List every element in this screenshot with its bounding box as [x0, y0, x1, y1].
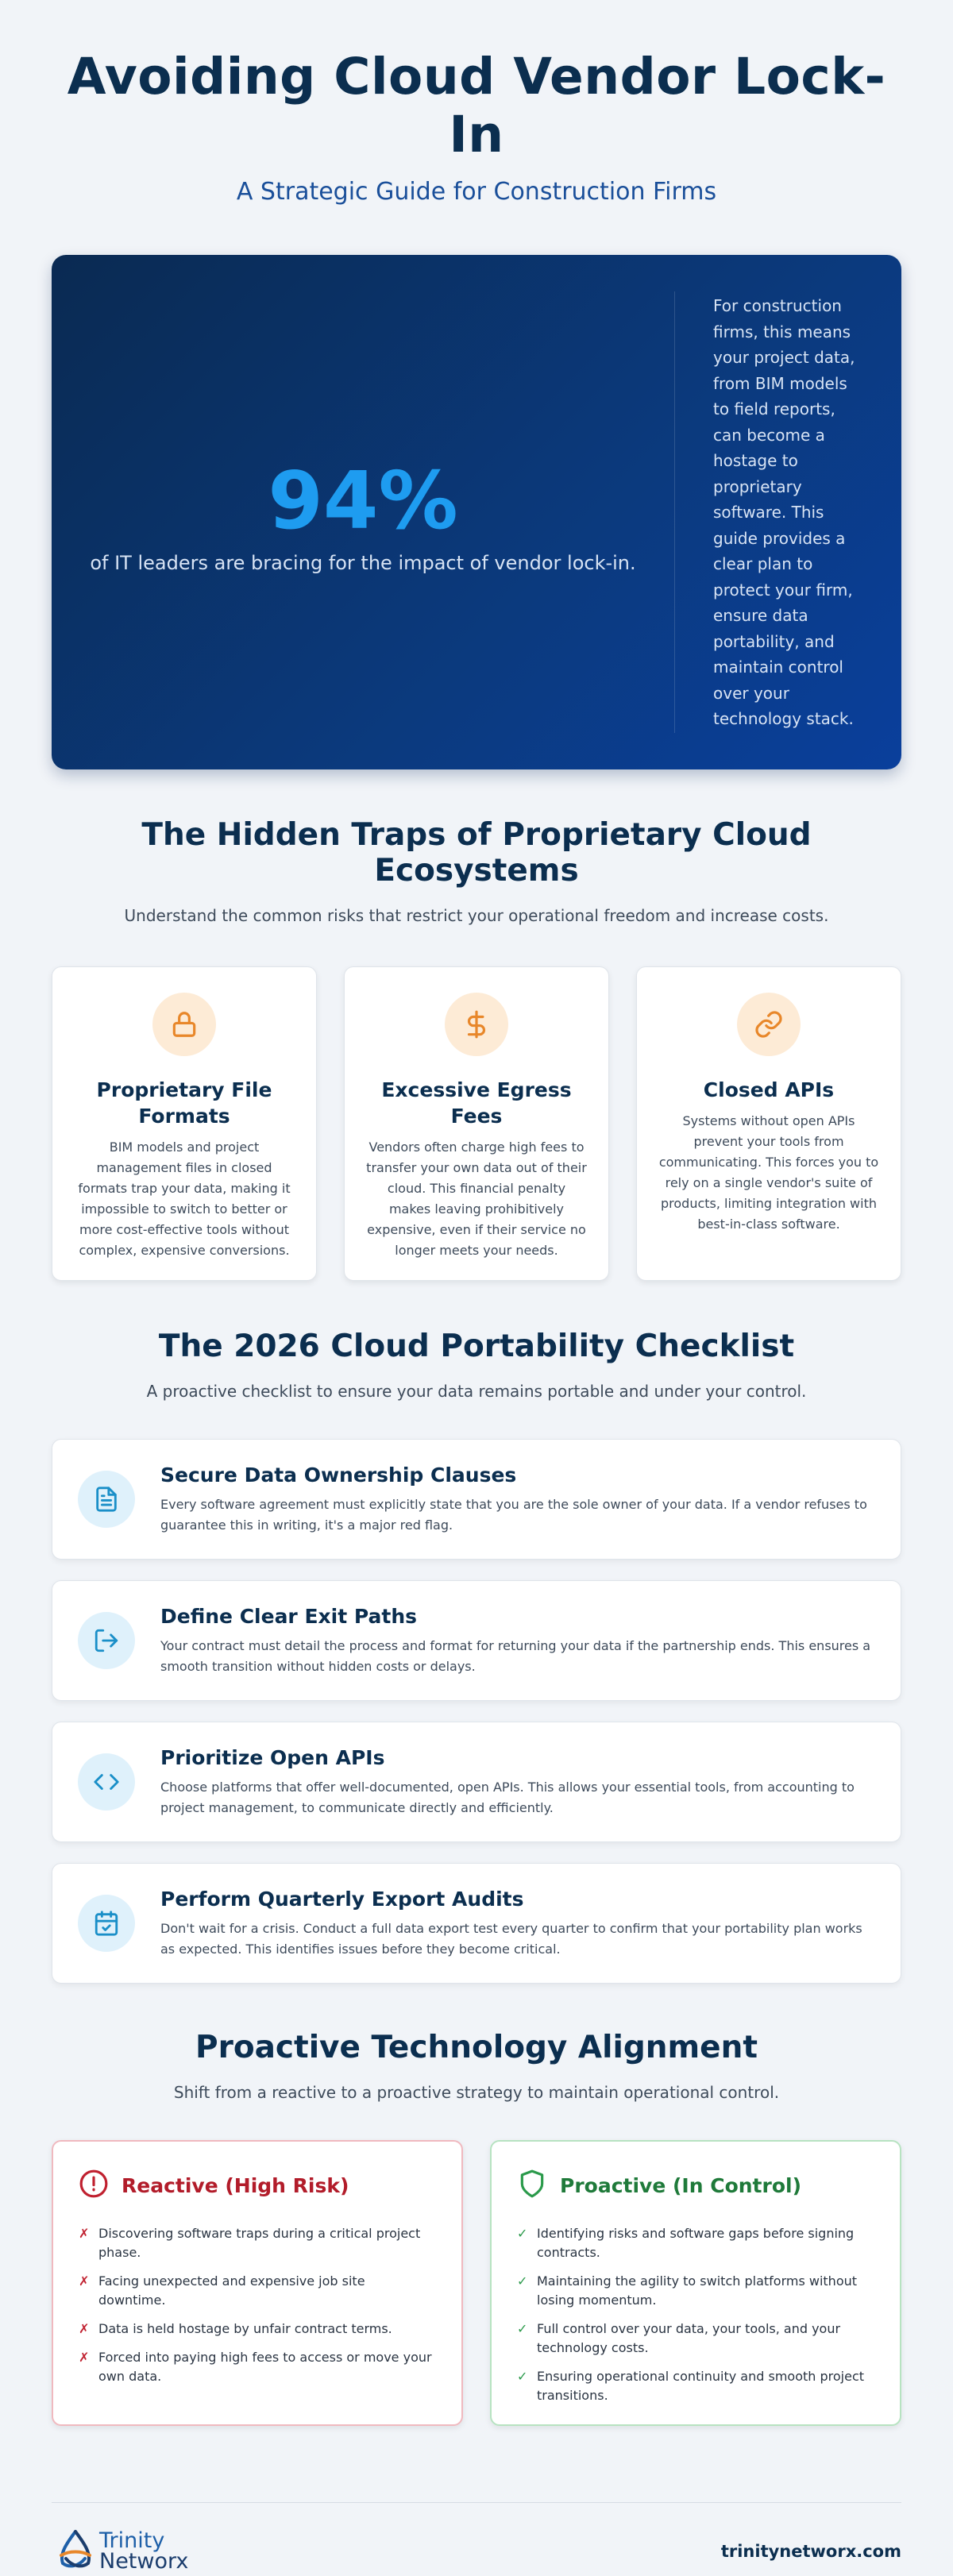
proactive-column	[490, 2140, 901, 2426]
checklist-item-text: Every software agreement must explicitly state that you are the sole owner of your data. If a vendor refuses to guarantee this in writing, it's a major red flag.	[160, 1496, 867, 1533]
list-item	[517, 2320, 874, 2358]
trap-card	[636, 966, 901, 1281]
traps-cards	[52, 966, 901, 1281]
list-item	[79, 2224, 436, 2262]
proactive-column-title: Proactive (In Control)	[560, 2173, 801, 2197]
checklist-item-title: Secure Data Ownership Clauses	[160, 1463, 517, 1487]
hero-description: For construction firms, this means your project data, from BIM models to field reports, can become a hostage to proprietary software. This guide provides a clear plan to protect your firm, ensure data portability, and maintain control over your technology stack.	[713, 296, 855, 728]
checklist-section-subtitle: A proactive checklist to ensure your data remains portable and under your control.	[146, 1382, 807, 1401]
reactive-list	[79, 2224, 436, 2386]
reactive-column	[52, 2140, 463, 2426]
hero-stat-block	[52, 255, 674, 769]
checklist-item	[52, 1580, 901, 1701]
trap-card	[344, 966, 609, 1281]
trinity-knot-icon	[52, 2527, 99, 2576]
trap-card-text: Systems without open APIs prevent your tools from communicating. This forces you to rely on a single vendor's suite of products, limiting integration with best-in-class software.	[658, 1113, 879, 1232]
x-mark-icon: ✗	[79, 2273, 90, 2289]
alert-circle-icon	[79, 2169, 109, 2202]
check-mark-icon: ✓	[517, 2273, 528, 2289]
check-mark-icon: ✓	[517, 2321, 528, 2336]
lock-icon	[152, 993, 216, 1056]
hero-banner	[52, 255, 901, 769]
checklist	[52, 1439, 901, 1984]
document-icon	[78, 1471, 135, 1528]
list-item	[517, 2224, 874, 2262]
list-item	[517, 2367, 874, 2405]
reactive-column-title: Reactive (High Risk)	[122, 2173, 349, 2197]
hero-stat-value: 94%	[268, 454, 458, 547]
trap-card-text: Vendors often charge high fees to transfer your own data out of their cloud. This financial penalty makes leaving prohibitively expensive, even if their service no longer meets your needs.	[366, 1140, 587, 1258]
list-item-text: Forced into paying high fees to access or move your own data.	[98, 2350, 432, 2384]
alignment-section-title: Proactive Technology Alignment	[195, 2030, 758, 2065]
checklist-item-title: Perform Quarterly Export Audits	[160, 1887, 524, 1911]
checklist-item-text: Don't wait for a crisis. Conduct a full data export test every quarter to confirm that your portability plan works as expected. This identifies issues before they become critical.	[160, 1920, 862, 1957]
list-item	[517, 2272, 874, 2310]
list-item-text: Full control over your data, your tools, and your technology costs.	[537, 2321, 841, 2355]
page-subtitle: A Strategic Guide for Construction Firms	[236, 178, 717, 206]
shield-icon	[517, 2169, 547, 2202]
x-mark-icon: ✗	[79, 2321, 90, 2336]
list-item-text: Facing unexpected and expensive job site downtime.	[98, 2273, 365, 2308]
alignment-section-subtitle: Shift from a reactive to a proactive strategy to maintain operational control.	[173, 2083, 780, 2102]
list-item-text: Data is held hostage by unfair contract terms.	[98, 2321, 392, 2336]
checklist-item-title: Define Clear Exit Paths	[160, 1604, 418, 1628]
traps-section-title: The Hidden Traps of Proprietary Cloud Ecosystems	[141, 817, 812, 889]
exit-icon	[78, 1612, 135, 1669]
checklist-item	[52, 1722, 901, 1842]
footer	[52, 2527, 901, 2576]
footer-divider	[52, 2502, 901, 2503]
hero-stat-caption: of IT leaders are bracing for the impact of vendor lock-in.	[90, 552, 636, 574]
list-item-text: Identifying risks and software gaps before signing contracts.	[537, 2226, 855, 2260]
list-item-text: Maintaining the agility to switch platforms without losing momentum.	[537, 2273, 858, 2308]
check-mark-icon: ✓	[517, 2226, 528, 2241]
footer-website-link[interactable]: trinitynetworx.com	[720, 2542, 901, 2561]
proactive-list	[517, 2224, 874, 2405]
checklist-item-text: Choose platforms that offer well-documented, open APIs. This allows your essential tools, from accounting to project management, to communicate directly and efficiently.	[160, 1779, 855, 1815]
page-title: Avoiding Cloud Vendor Lock-In	[67, 48, 886, 164]
checklist-item	[52, 1863, 901, 1984]
checklist-section-title: The 2026 Cloud Portability Checklist	[158, 1328, 795, 1364]
trap-card-text: BIM models and project management files in closed formats trap your data, making it impossible to switch to better or more cost-effective tools without complex, expensive conversions.	[78, 1140, 291, 1258]
list-item	[79, 2272, 436, 2310]
company-logo[interactable]	[52, 2527, 188, 2576]
traps-section-subtitle: Understand the common risks that restrict your operational freedom and increase costs.	[124, 906, 829, 925]
list-item	[79, 2348, 436, 2386]
x-mark-icon: ✗	[79, 2350, 90, 2365]
trap-card-title: Proprietary File Formats	[96, 1078, 272, 1128]
list-item	[79, 2320, 436, 2339]
link-icon	[737, 993, 801, 1056]
calendar-check-icon	[78, 1895, 135, 1952]
trap-card-title: Closed APIs	[703, 1078, 835, 1101]
comparison-columns	[52, 2140, 901, 2426]
logo-wordmark: Trinity Networx	[99, 2528, 189, 2574]
checklist-item	[52, 1439, 901, 1560]
list-item-text: Discovering software traps during a critical project phase.	[98, 2226, 421, 2260]
checklist-item-text: Your contract must detail the process and format for returning your data if the partnership ends. This ensures a smooth transition without hidden costs or delays.	[160, 1637, 871, 1674]
trap-card-title: Excessive Egress Fees	[381, 1078, 572, 1128]
code-icon	[78, 1753, 135, 1811]
dollar-icon	[445, 993, 508, 1056]
list-item-text: Ensuring operational continuity and smooth project transitions.	[537, 2369, 865, 2403]
check-mark-icon: ✓	[517, 2369, 528, 2384]
x-mark-icon: ✗	[79, 2226, 90, 2241]
trap-card	[52, 966, 317, 1281]
checklist-item-title: Prioritize Open APIs	[160, 1745, 385, 1769]
